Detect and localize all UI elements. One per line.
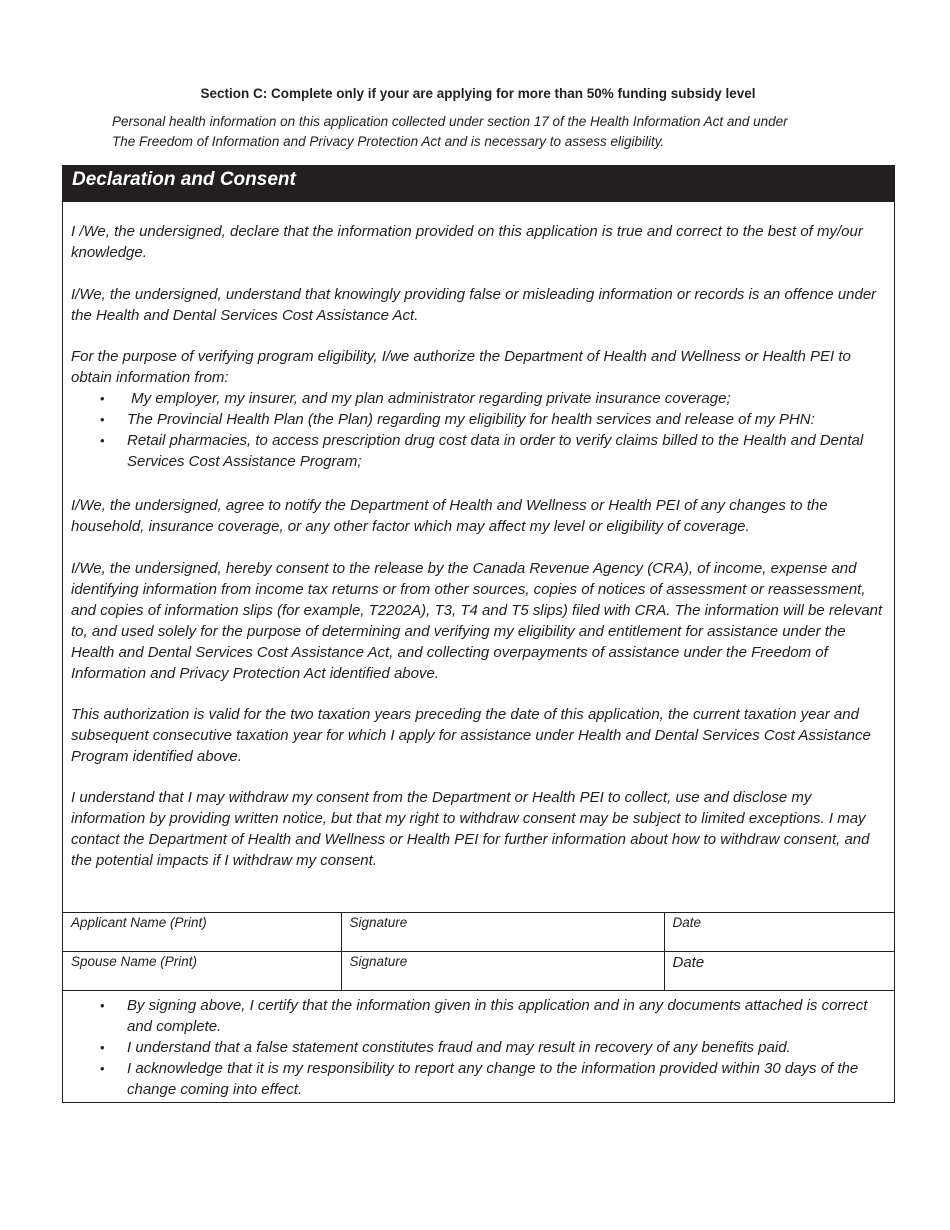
certification-list <box>63 995 893 1100</box>
bullet-icon: • <box>100 1061 105 1076</box>
list-item: • I understand that a false statement constitutes fraud and may result in recovery of any benefits paid. <box>100 1039 791 1056</box>
list-item: • My employer, my insurer, and my plan administrator regarding private insurance coverage; <box>100 390 731 407</box>
authorization-validity-paragraph: This authorization is valid for the two taxation years preceding the date of this application, the current taxation year and subsequent consecutive taxation year for which I apply for assistance under Health and Dental Services Cost Assistance Program identified above. <box>71 706 871 765</box>
bullet-icon: • <box>100 1040 105 1055</box>
verify-paragraph: For the purpose of verifying program eligibility, I/we authorize the Department of Health and Wellness or Health PEI to obtain information from: <box>71 348 851 386</box>
cra-consent-paragraph: I/We, the undersigned, hereby consent to the release by the Canada Revenue Agency (CRA), of income, expense and identifying information from income tax returns or from other sources, copies of notices of assessment or reassessment, and copies of information slips (for example, T2202A), T3, T4 and T5 slips) filed with CRA. The information will be relevant to, and used solely for the purpose of determining and verifying my eligibility and entitlement for assistance under the Health and Dental Services Cost Assistance Act, and collecting overpayments of assistance under the Freedom of Information and Privacy Protection Act identified above. <box>71 560 883 682</box>
spouse-signature-field[interactable]: Signature <box>341 952 664 991</box>
spouse-date-field[interactable]: Date <box>664 952 894 991</box>
applicant-signature-field[interactable]: Signature <box>341 913 664 952</box>
offence-paragraph: I/We, the undersigned, understand that knowingly providing false or misleading information or records is an offence under the Health and Dental Services Cost Assistance Act. <box>71 286 877 324</box>
privacy-notice <box>112 112 872 152</box>
table-row <box>63 913 894 952</box>
withdraw-consent-paragraph: I understand that I may withdraw my consent from the Department or Health PEI to collect, use and disclose my information by providing written notice, but that my right to withdraw consent may be subject to limited exceptions. I may contact the Department of Health and Wellness or Health PEI for further information about how to withdraw consent, and the potential impacts if I withdraw my consent. <box>71 789 870 869</box>
notify-paragraph: I/We, the undersigned, agree to notify the Department of Health and Wellness or Health PEI of any changes to the household, insurance coverage, or any other factor which may affect my level or eligibility of coverage. <box>71 497 828 535</box>
bullet-icon: • <box>100 391 105 406</box>
information-sources-list <box>63 388 893 472</box>
spouse-name-field[interactable]: Spouse Name (Print) <box>63 952 341 991</box>
bullet-icon: • <box>100 433 105 448</box>
list-item: • Retail pharmacies, to access prescription drug cost data in order to verify claims billed to the Health and Dental Services Cost Assistance Program; <box>100 432 864 470</box>
list-item: • I acknowledge that it is my responsibility to report any change to the information provided within 30 days of the change coming into effect. <box>100 1060 859 1098</box>
section-title: Section C: Complete only if your are applying for more than 50% funding subsidy level <box>200 86 756 101</box>
applicant-date-field[interactable]: Date <box>664 913 894 952</box>
signature-table <box>63 912 894 991</box>
declaration-form <box>62 165 895 1103</box>
table-row <box>63 952 894 991</box>
privacy-line-1: Personal health information on this application collected under section 17 of the Health Information Act and under <box>112 114 788 129</box>
list-item: • By signing above, I certify that the information given in this application and in any documents attached is correct and complete. <box>100 997 868 1035</box>
section-header-bar <box>63 166 894 202</box>
bullet-icon: • <box>100 412 105 427</box>
bullet-icon: • <box>100 998 105 1013</box>
applicant-name-field[interactable]: Applicant Name (Print) <box>63 913 341 952</box>
declaration-heading: Declaration and Consent <box>72 169 296 190</box>
list-item: • The Provincial Health Plan (the Plan) regarding my eligibility for health services and release of my PHN: <box>100 411 815 428</box>
declare-paragraph: I /We, the undersigned, declare that the information provided on this application is true and correct to the best of my/our knowledge. <box>71 223 863 261</box>
privacy-line-2: The Freedom of Information and Privacy Protection Act and is necessary to assess eligibility. <box>112 134 665 149</box>
